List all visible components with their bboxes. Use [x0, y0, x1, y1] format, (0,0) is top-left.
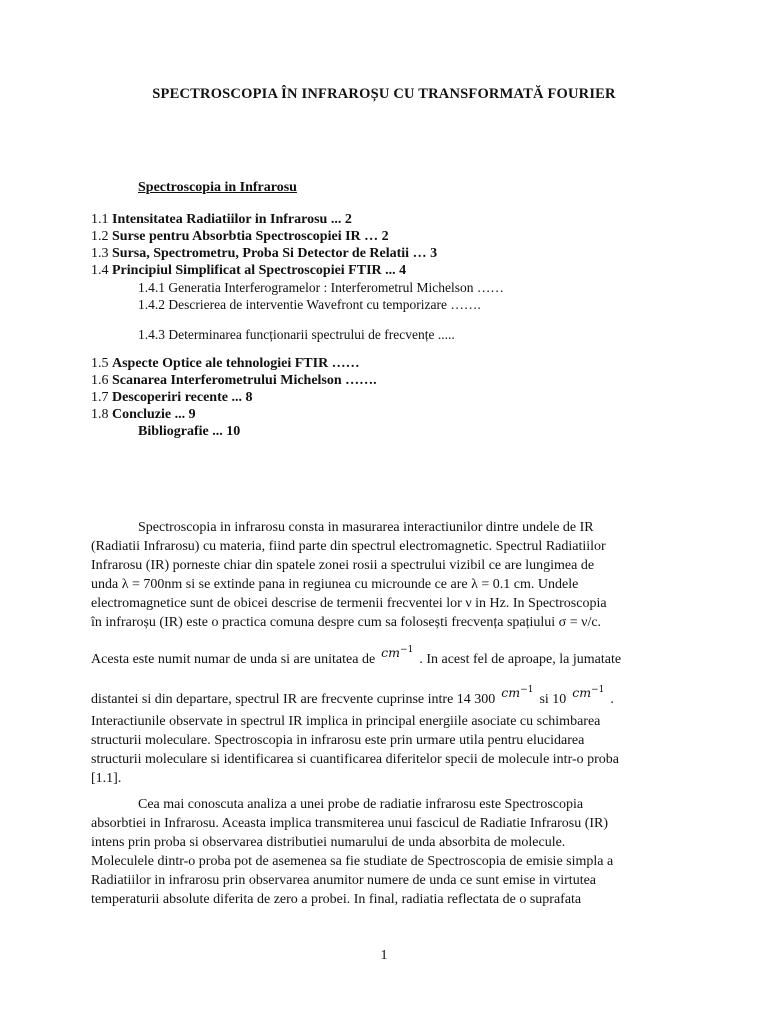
text-line	[91, 638, 677, 672]
wavenumber-unit	[381, 638, 413, 665]
text-line	[91, 795, 677, 814]
wavenumber-unit	[501, 678, 533, 705]
unit-exponent: −1	[400, 645, 414, 655]
toc-subitem: 1.4.1 Generatia Interferogramelor : Interferometrul Michelson ……	[138, 280, 504, 295]
toc-item-title: Intensitatea Radiatiilor in Infrarosu ... 2	[112, 212, 352, 227]
toc-item-title: Sursa, Spectrometru, Proba Si Detector de Relatii … 3	[112, 246, 438, 261]
toc-bibliography: Bibliografie ... 10	[138, 424, 241, 439]
text-line: absorbtiei in Infrarosu. Aceasta implica transmiterea unui fascicul de Radiatie Infrarosu (IR)	[91, 816, 609, 831]
toc-item-title: Scanarea Interferometrului Michelson …….	[112, 373, 377, 388]
wavenumber-unit	[572, 678, 604, 705]
toc-item-title: Aspecte Optice ale tehnologiei FTIR ……	[112, 356, 360, 371]
toc-item-title: Surse pentru Absorbtia Spectroscopiei IR … 2	[112, 229, 389, 244]
toc-item-number: 1.6	[91, 373, 109, 388]
toc-subitem: 1.4.3 Determinarea funcționarii spectrului de frecvențe .....	[138, 327, 455, 342]
unit-exponent: −1	[520, 685, 534, 696]
text-span: Cea mai conoscuta analiza a unei probe de radiatie infrarosu este Spectroscopia	[138, 797, 584, 812]
toc-item-title: Concluzie ... 9	[112, 407, 196, 422]
text-span: distantei si din departare, spectrul IR are frecvente cuprinse intre 14 300	[91, 692, 496, 708]
toc-item-title: Descoperiri recente ... 8	[112, 390, 253, 405]
table-of-contents	[91, 211, 691, 440]
text-span: si 10	[539, 692, 567, 708]
text-line: (Radiatii Infrarosu) cu materia, fiind parte din spectrul electromagnetic. Spectrul Radiatiilor	[91, 539, 606, 554]
toc-item	[91, 262, 691, 279]
text-line	[91, 518, 677, 537]
text-line: Moleculele dintr-o proba pot de asemenea sa fie studiate de Spectroscopia de emisie simpla a	[91, 854, 614, 869]
toc-item	[91, 389, 691, 406]
text-line: Interactiunile observate in spectrul IR implica in principal energiile asociate cu schimbarea	[91, 714, 601, 730]
text-line: electromagnetice sunt de obicei descrise de termenii frecventei lor ν in Hz. In Spectroscopia	[91, 596, 607, 611]
text-span: . In acest fel de aproape, la jumatate	[419, 652, 622, 668]
toc-item	[91, 228, 691, 245]
toc-item	[91, 406, 691, 423]
text-line: Radiatiilor in infrarosu prin observarea anumitor numere de unda ce sunt emise in virtutea	[91, 873, 597, 888]
toc-item-number: 1.3	[91, 246, 109, 261]
toc-item	[91, 372, 691, 389]
page-number: 1	[380, 948, 388, 963]
text-line	[91, 678, 677, 712]
text-line: [1.1].	[91, 771, 122, 787]
body-paragraph	[91, 518, 677, 788]
unit-text: cm	[381, 645, 401, 661]
text-line: în infraroșu (IR) este o practica comuna despre cum sa folosești frecvența spațiului σ = ν/c.	[91, 615, 602, 630]
text-span: .	[610, 692, 614, 708]
toc-item-title: Principiul Simplificat al Spectroscopiei FTIR ... 4	[112, 263, 407, 278]
toc-item-number: 1.2	[91, 229, 109, 244]
text-line: structurii moleculare si identificarea si cuantificarea diferitelor specii de molecule intr-o proba	[91, 752, 619, 768]
text-line: intens prin proba si observarea distributiei numarului de unda absorbita de molecule.	[91, 835, 566, 850]
toc-item-number: 1.1	[91, 212, 109, 227]
text-line: structurii moleculare. Spectroscopia in infrarosu este prin urmare utila pentru elucidarea	[91, 733, 585, 749]
toc-item	[91, 211, 691, 228]
text-span: Acesta este numit numar de unda si are unitatea de	[91, 652, 376, 668]
unit-text: cm	[572, 685, 592, 701]
unit-exponent: −1	[591, 685, 605, 696]
text-line: Infrarosu (IR) porneste chiar din spatele zonei rosii a spectrului vizibil ce are lungimea de	[91, 558, 595, 573]
text-line: unda λ = 700nm si se extinde pana in regiunea cu microunde ce are λ = 0.1 cm. Undele	[91, 577, 579, 592]
toc-item-number: 1.7	[91, 390, 109, 405]
toc-item-number: 1.8	[91, 407, 109, 422]
document-title: SPECTROSCOPIA ÎN INFRAROȘU CU TRANSFORMATĂ FOURIER	[152, 86, 616, 102]
body-paragraph	[91, 795, 677, 909]
toc-item	[91, 245, 691, 262]
toc-item-number: 1.4	[91, 263, 109, 278]
text-span: Spectroscopia in infrarosu consta in masurarea interactiunilor dintre undele de IR	[138, 520, 594, 535]
toc-subitem: 1.4.2 Descrierea de interventie Wavefront cu temporizare …….	[138, 297, 481, 312]
toc-item	[91, 355, 691, 372]
text-line: temperaturii absolute diferita de zero a probei. In final, radiatia reflectata de o suprafata	[91, 892, 582, 907]
toc-heading: Spectroscopia in Infrarosu	[138, 180, 297, 195]
unit-text: cm	[501, 685, 521, 701]
toc-item-number: 1.5	[91, 356, 109, 371]
